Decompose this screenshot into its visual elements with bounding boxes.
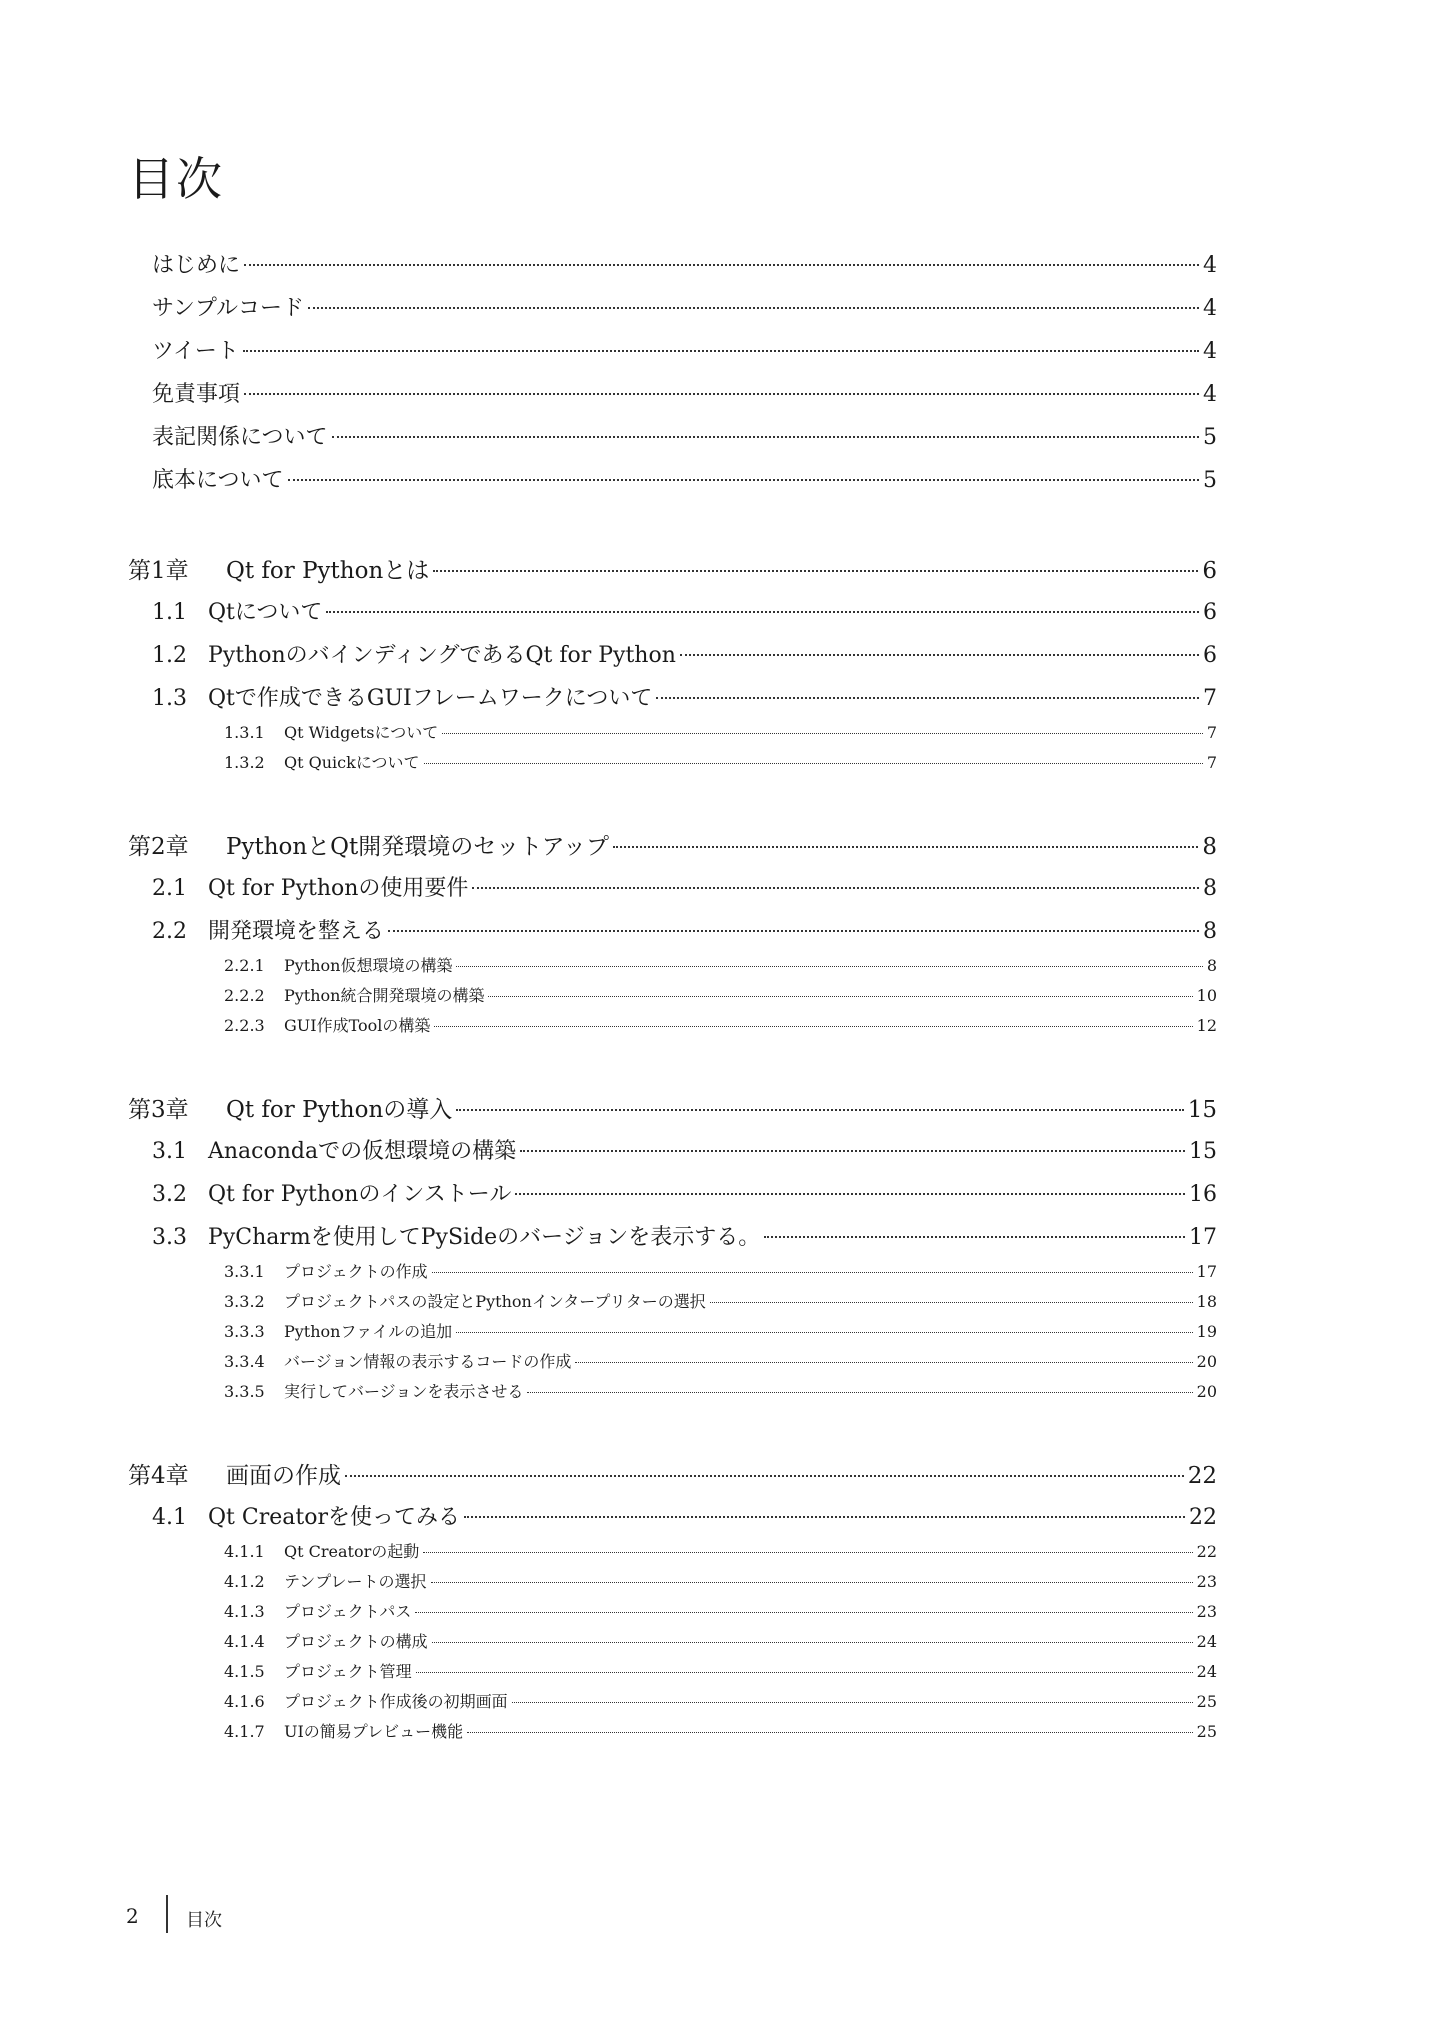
toc-entry-page: 4 <box>1203 253 1217 278</box>
toc-entry-text: 表記関係について <box>152 425 328 450</box>
subsection-number: 4.1.2 <box>224 1572 265 1591</box>
subsection-title: プロジェクトの構成 <box>284 1632 428 1651</box>
subsection-title: プロジェクトの作成 <box>284 1262 428 1281</box>
toc-intro-entry[interactable] <box>152 334 1217 365</box>
toc-section[interactable] <box>152 595 1217 626</box>
subsection-page: 19 <box>1196 1322 1217 1341</box>
subsection-title: バージョン情報の表示するコードの作成 <box>284 1352 572 1371</box>
subsection-page: 20 <box>1196 1382 1217 1401</box>
subsection-title: Python仮想環境の構築 <box>284 956 453 975</box>
leader-dots <box>388 930 1199 932</box>
subsection-title: 実行してバージョンを表示させる <box>284 1382 524 1401</box>
subsection-page: 12 <box>1196 1016 1217 1035</box>
section-title: Qtについて <box>208 600 323 625</box>
subsection-number: 4.1.1 <box>224 1542 265 1561</box>
subsection-number: 2.2.2 <box>224 986 265 1005</box>
section-page: 22 <box>1189 1505 1217 1530</box>
subsection-number: 4.1.5 <box>224 1662 265 1681</box>
footer-page-number: 2 <box>126 1904 139 1928</box>
chapter-number: 第1章 <box>128 558 189 584</box>
toc-entry-text: サンプルコード <box>152 296 305 321</box>
subsection-number: 4.1.4 <box>224 1632 265 1651</box>
subsection-title: UIの簡易プレビュー機能 <box>284 1722 464 1741</box>
subsection-title: Qt Widgetsについて <box>284 723 439 742</box>
leader-dots <box>243 350 1199 352</box>
toc-section[interactable] <box>152 638 1217 669</box>
toc-chapter-1[interactable] <box>128 552 1217 585</box>
toc-subsection[interactable] <box>224 1599 1217 1622</box>
toc-subsection[interactable] <box>224 1319 1217 1342</box>
leader-dots <box>416 1672 1193 1673</box>
section-number: 4.1 <box>152 1505 187 1530</box>
chapter-number: 第4章 <box>128 1463 189 1489</box>
toc-intro-entry[interactable] <box>152 377 1217 408</box>
leader-dots <box>467 1732 1192 1733</box>
toc-subsection[interactable] <box>224 953 1217 976</box>
leader-dots <box>345 1475 1184 1477</box>
section-page: 15 <box>1189 1139 1217 1164</box>
toc-intro-entry[interactable] <box>152 463 1217 494</box>
section-number: 1.2 <box>152 643 187 668</box>
chapter-number: 第2章 <box>128 834 189 860</box>
leader-dots <box>456 1332 1192 1333</box>
subsection-number: 3.3.5 <box>224 1382 265 1401</box>
subsection-number: 3.3.3 <box>224 1322 265 1341</box>
toc-entry-text: はじめに <box>152 253 241 278</box>
subsection-number: 3.3.1 <box>224 1262 265 1281</box>
leader-dots <box>244 393 1199 395</box>
subsection-page: 18 <box>1196 1292 1217 1311</box>
subsection-page: 22 <box>1196 1542 1217 1561</box>
leader-dots <box>512 1702 1193 1703</box>
section-page: 16 <box>1189 1182 1217 1207</box>
chapter-title: 画面の作成 <box>226 1463 341 1489</box>
leader-dots <box>488 996 1192 997</box>
leader-dots <box>415 1612 1192 1613</box>
section-page: 17 <box>1189 1225 1217 1250</box>
section-number: 3.3 <box>152 1225 187 1250</box>
leader-dots <box>456 1109 1183 1111</box>
chapter-title: Qt for Pythonとは <box>226 558 430 584</box>
leader-dots <box>527 1392 1192 1393</box>
leader-dots <box>442 733 1203 734</box>
section-title: Qt Creatorを使ってみる <box>208 1505 460 1530</box>
section-title: 開発環境を整える <box>208 919 385 944</box>
toc-entry-page: 5 <box>1203 468 1217 493</box>
toc-entry-page: 4 <box>1203 296 1217 321</box>
toc-subsection[interactable] <box>224 1289 1217 1312</box>
subsection-page: 8 <box>1206 956 1217 975</box>
toc-section[interactable] <box>152 681 1217 712</box>
subsection-title: プロジェクト作成後の初期画面 <box>284 1692 508 1711</box>
section-title: PythonのバインディングであるQt for Python <box>208 643 676 668</box>
section-number: 3.2 <box>152 1182 187 1207</box>
subsection-number: 4.1.6 <box>224 1692 265 1711</box>
toc-chapter-2[interactable] <box>128 828 1217 861</box>
subsection-page: 24 <box>1196 1662 1217 1681</box>
toc-subsection[interactable] <box>224 1569 1217 1592</box>
toc-section[interactable] <box>152 1220 1217 1251</box>
leader-dots <box>432 1272 1193 1273</box>
subsection-title: Pythonファイルの追加 <box>284 1322 453 1341</box>
toc-subsection[interactable] <box>224 983 1217 1006</box>
leader-dots <box>710 1302 1193 1303</box>
section-title: Qtで作成できるGUIフレームワークについて <box>208 686 653 711</box>
toc-section[interactable] <box>152 871 1217 902</box>
leader-dots <box>680 654 1199 656</box>
chapter-page: 15 <box>1187 1097 1217 1123</box>
toc-subsection[interactable] <box>224 1013 1217 1036</box>
subsection-number: 2.2.3 <box>224 1016 265 1035</box>
subsection-title: プロジェクト管理 <box>284 1662 412 1681</box>
chapter-page: 22 <box>1187 1463 1217 1489</box>
leader-dots <box>424 763 1203 764</box>
footer-divider <box>166 1895 168 1933</box>
subsection-number: 4.1.7 <box>224 1722 265 1741</box>
subsection-page: 25 <box>1196 1722 1217 1741</box>
toc-chapter-4[interactable] <box>128 1457 1217 1490</box>
leader-dots <box>515 1193 1185 1195</box>
leader-dots <box>432 1642 1193 1643</box>
leader-dots <box>308 307 1199 309</box>
section-page: 6 <box>1203 643 1217 668</box>
toc-section[interactable] <box>152 1134 1217 1165</box>
toc-entry-text: ツイート <box>152 339 239 364</box>
page-title: 目次 <box>128 151 224 206</box>
subsection-page: 17 <box>1196 1262 1217 1281</box>
chapter-page: 8 <box>1202 834 1217 860</box>
leader-dots <box>520 1150 1185 1152</box>
leader-dots <box>456 966 1202 967</box>
leader-dots <box>656 697 1199 699</box>
subsection-number: 3.3.2 <box>224 1292 265 1311</box>
toc-intro-entry[interactable] <box>152 248 1217 279</box>
leader-dots <box>472 887 1199 889</box>
toc-chapter-3[interactable] <box>128 1091 1217 1124</box>
section-page: 8 <box>1203 919 1217 944</box>
subsection-title: プロジェクトパスの設定とPythonインタープリターの選択 <box>284 1292 706 1311</box>
toc-section[interactable] <box>152 1500 1217 1531</box>
section-number: 3.1 <box>152 1139 187 1164</box>
section-page: 6 <box>1203 600 1217 625</box>
leader-dots <box>764 1236 1185 1238</box>
subsection-page: 7 <box>1206 723 1217 742</box>
toc-subsection[interactable] <box>224 1689 1217 1712</box>
subsection-page: 23 <box>1196 1572 1217 1591</box>
leader-dots <box>326 611 1199 613</box>
section-number: 2.2 <box>152 919 187 944</box>
subsection-page: 25 <box>1196 1692 1217 1711</box>
chapter-title: PythonとQt開発環境のセットアップ <box>226 834 609 860</box>
leader-dots <box>464 1516 1185 1518</box>
leader-dots <box>431 1582 1193 1583</box>
toc-subsection[interactable] <box>224 1259 1217 1282</box>
chapter-page: 6 <box>1202 558 1217 584</box>
toc-entry-text: 免責事項 <box>152 382 241 407</box>
toc-subsection[interactable] <box>224 1659 1217 1682</box>
toc-intro-entry[interactable] <box>152 420 1217 451</box>
subsection-page: 24 <box>1196 1632 1217 1651</box>
toc-subsection[interactable] <box>224 1539 1217 1562</box>
section-number: 1.3 <box>152 686 187 711</box>
subsection-title: GUI作成Toolの構築 <box>284 1016 431 1035</box>
subsection-title: Qt Quickについて <box>284 753 420 772</box>
subsection-number: 1.3.2 <box>224 753 265 772</box>
leader-dots <box>288 479 1199 481</box>
leader-dots <box>244 264 1199 266</box>
chapter-number: 第3章 <box>128 1097 189 1123</box>
subsection-title: テンプレートの選択 <box>284 1572 427 1591</box>
subsection-page: 7 <box>1206 753 1217 772</box>
section-title: Qt for Pythonの使用要件 <box>208 876 469 901</box>
subsection-number: 3.3.4 <box>224 1352 265 1371</box>
section-page: 8 <box>1203 876 1217 901</box>
section-title: Anacondaでの仮想環境の構築 <box>208 1139 517 1164</box>
subsection-number: 1.3.1 <box>224 723 265 742</box>
subsection-page: 23 <box>1196 1602 1217 1621</box>
section-title: PyCharmを使用してPySideのバージョンを表示する。 <box>208 1225 761 1250</box>
leader-dots <box>575 1362 1192 1363</box>
subsection-number: 4.1.3 <box>224 1602 265 1621</box>
toc-entry-page: 4 <box>1203 339 1217 364</box>
subsection-title: プロジェクトパス <box>284 1602 412 1621</box>
section-title: Qt for Pythonのインストール <box>208 1182 512 1207</box>
toc-entry-text: 底本について <box>152 468 284 493</box>
toc-entry-page: 5 <box>1203 425 1217 450</box>
toc-subsection[interactable] <box>224 1629 1217 1652</box>
footer-running-title: 目次 <box>186 1910 222 1931</box>
toc-subsection[interactable] <box>224 1379 1217 1402</box>
leader-dots <box>423 1552 1192 1553</box>
toc-subsection[interactable] <box>224 1719 1217 1742</box>
toc-subsection[interactable] <box>224 1349 1217 1372</box>
section-number: 2.1 <box>152 876 187 901</box>
toc-subsection[interactable] <box>224 750 1217 773</box>
leader-dots <box>433 570 1198 572</box>
section-number: 1.1 <box>152 600 187 625</box>
subsection-title: Qt Creatorの起動 <box>284 1542 420 1561</box>
subsection-title: Python統合開発環境の構築 <box>284 986 485 1005</box>
leader-dots <box>332 436 1199 438</box>
leader-dots <box>434 1026 1192 1027</box>
section-page: 7 <box>1203 686 1217 711</box>
toc-section[interactable] <box>152 914 1217 945</box>
subsection-page: 10 <box>1196 986 1217 1005</box>
leader-dots <box>613 846 1198 848</box>
toc-subsection[interactable] <box>224 720 1217 743</box>
toc-section[interactable] <box>152 1177 1217 1208</box>
subsection-page: 20 <box>1196 1352 1217 1371</box>
toc-entry-page: 4 <box>1203 382 1217 407</box>
chapter-title: Qt for Pythonの導入 <box>226 1097 453 1123</box>
subsection-number: 2.2.1 <box>224 956 265 975</box>
toc-intro-entry[interactable] <box>152 291 1217 322</box>
